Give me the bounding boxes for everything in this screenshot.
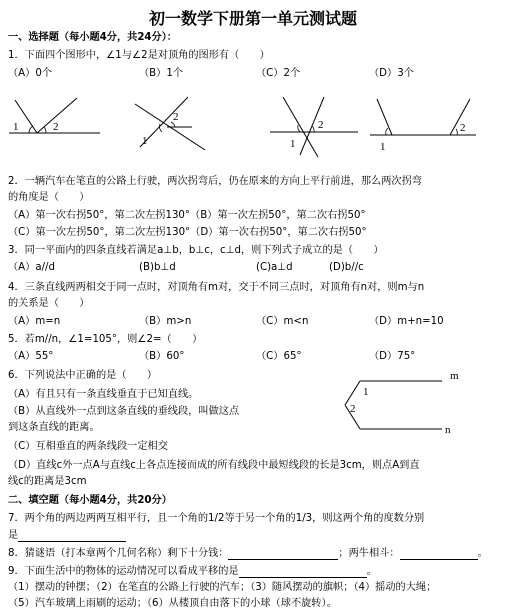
q4-option-b[interactable]: （B）m>n — [139, 316, 192, 327]
q5-stem: 5．若m//n，∠1=105°，则∠2=（ ） — [8, 334, 203, 345]
q2-stem-line1: 2．一辆汽车在笔直的公路上行驶，两次拐弯后，仍在原来的方向上平行前进，那么两次拐弯 — [8, 176, 422, 187]
q1-fig-c-angle-1: 1 — [290, 138, 296, 150]
q5-option-a[interactable]: （A）55° — [8, 351, 54, 362]
q9-line2: （1）摆动的钟摆；（2）在笔直的公路上行驶的汽车；（3）随风摆动的旗帜；（4）摇动的大绳； — [8, 582, 437, 593]
q3-option-b[interactable]: (B)b⊥d — [139, 262, 176, 273]
q2-options-line1[interactable]: （A）第一次右拐50°，第二次左拐130°（B）第一次左拐50°，第二次右拐50° — [8, 210, 366, 221]
q1-figure-a — [5, 95, 105, 150]
q6-option-d-line2: 线c的距离是3cm — [8, 476, 87, 487]
q1-stem: 1．下面四个图形中，∠1与∠2是对顶角的图形有（ ） — [8, 50, 270, 61]
q7-line1: 7．两个角的两边两两互相平行，且一个角的1/2等于另一个角的1/3，则这两个角的度数分别 — [8, 513, 425, 524]
page-title: 初一数学下册第一单元测试题 — [148, 9, 357, 28]
q5-figure — [330, 366, 480, 438]
q5-line-m-label: m — [450, 370, 459, 382]
q1-fig-c-angle-2: 2 — [318, 119, 324, 131]
q9-line1-text: 9．下面生活中的物体的运动情况可以看成平移的是 — [8, 566, 239, 577]
q9-line1-end: 。 — [366, 566, 377, 577]
q4-stem-line2: 的关系是（ ） — [8, 298, 90, 309]
q8-part1: 8．猜谜语（打本章两个几何名称）剩下十分钱： — [8, 548, 229, 559]
q1-option-d[interactable]: （D）3个 — [369, 68, 414, 79]
q8-answer-blank-2[interactable] — [400, 549, 478, 560]
q2-options-line2[interactable]: （C）第一次左拐50°，第二次左拐130°（D）第一次右拐50°，第二次右拐50° — [8, 227, 367, 238]
q1-fig-a-angle-2: 2 — [53, 121, 59, 133]
q8-answer-blank-1[interactable] — [228, 549, 338, 560]
q6-option-c[interactable]: （C）互相垂直的两条线段一定相交 — [8, 441, 168, 452]
q7-line2 — [8, 529, 126, 542]
q9-line1 — [8, 565, 377, 578]
q3-option-c[interactable]: (C)a⊥d — [256, 262, 293, 273]
q5-option-c[interactable]: （C）65° — [256, 351, 302, 362]
q1-figure-d — [368, 95, 478, 155]
q1-option-a[interactable]: （A）0个 — [8, 68, 53, 79]
q4-stem-line1: 4．三条直线两两相交于同一点时，对顶角有m对，交于不同三点时，对顶角有n对，则m与n — [8, 282, 425, 293]
q9-line3: （5）汽车玻璃上雨刷的运动；（6）从楼顶自由落下的小球（球不旋转）。 — [8, 598, 337, 609]
q1-option-c[interactable]: （C）2个 — [256, 68, 301, 79]
q2-stem-line2: 的角度是（ ） — [8, 192, 90, 203]
q1-option-b[interactable]: （B）1个 — [139, 68, 184, 79]
q8-part3: 。 — [477, 548, 488, 559]
q6-option-b-line1[interactable]: （B）从直线外一点到这条直线的垂线段，叫做这点 — [8, 406, 240, 417]
q4-option-c[interactable]: （C）m<n — [256, 316, 309, 327]
q6-option-d-line1[interactable]: （D）直线c外一点A与直线c上各点连接而成的所有线段中最短线段的长是3cm，则点A到直 — [8, 460, 420, 471]
q1-fig-b-angle-1: 1 — [142, 135, 148, 147]
q3-stem: 3．同一平面内的四条直线若满足a⊥b，b⊥c，c⊥d，则下列式子成立的是（ ） — [8, 245, 384, 256]
q6-stem: 6．下列说法中正确的是（ ） — [8, 370, 158, 381]
q1-fig-d-angle-2: 2 — [460, 122, 466, 134]
q7-line2-text: 是 — [8, 530, 19, 541]
q6-option-b-line2: 到这条直线的距离。 — [8, 422, 100, 433]
q1-fig-d-angle-1: 1 — [380, 141, 386, 153]
q1-fig-b-angle-2: 2 — [173, 111, 179, 123]
q3-option-d[interactable]: (D)b//c — [329, 262, 364, 273]
q4-option-d[interactable]: （D）m+n=10 — [369, 316, 444, 327]
q8-part2: ；两牛相斗： — [338, 548, 400, 559]
q1-figure-b — [130, 92, 230, 157]
q7-answer-blank[interactable] — [18, 531, 126, 542]
section1-heading: 一、选择题（每小题4分，共24分）： — [8, 32, 177, 43]
q6-option-a[interactable]: （A）有且只有一条直线垂直于已知直线。 — [8, 389, 199, 400]
q3-option-a[interactable]: （A）a//d — [8, 262, 55, 273]
q1-fig-a-angle-1: 1 — [13, 121, 19, 133]
q5-angle-2-label: 2 — [350, 403, 356, 415]
q9-answer-blank[interactable] — [239, 567, 367, 578]
q8-line — [8, 547, 488, 560]
section2-heading: 二、填空题（每小题4分，共20分） — [8, 495, 172, 506]
q5-angle-1-label: 1 — [363, 386, 369, 398]
q1-figure-c — [268, 95, 358, 160]
q4-option-a[interactable]: （A）m=n — [8, 316, 61, 327]
q5-option-b[interactable]: （B）60° — [139, 351, 185, 362]
q5-line-n-label: n — [445, 424, 451, 436]
q5-option-d[interactable]: （D）75° — [369, 351, 416, 362]
